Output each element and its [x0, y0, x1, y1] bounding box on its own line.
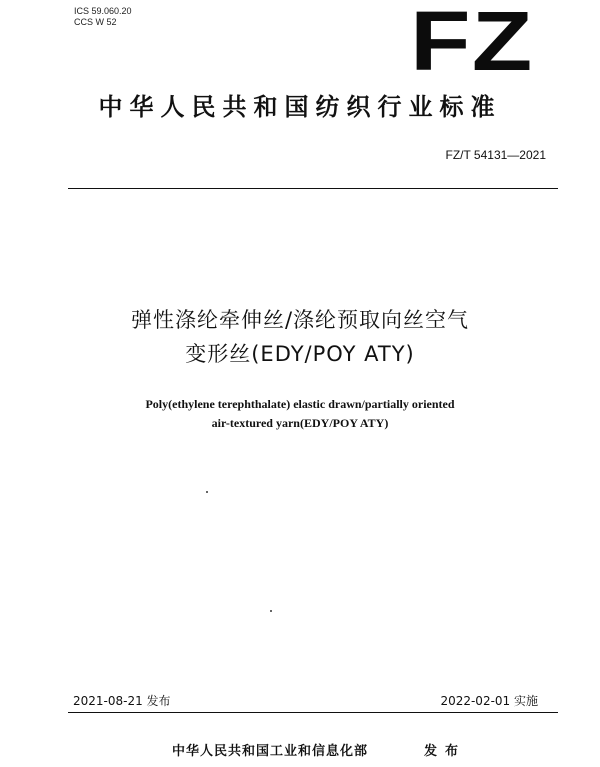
- english-title-line-2: air-textured yarn(EDY/POY ATY): [211, 416, 389, 430]
- footer-divider: [68, 712, 558, 713]
- issue-date: 2021-08-21 发布: [73, 694, 171, 708]
- fz-logo: FZ: [410, 0, 534, 88]
- chinese-title-line-2: 变形丝(EDY/POY ATY): [185, 342, 415, 366]
- chinese-title-line-1: 弹性涤纶牵伸丝/涤纶预取向丝空气: [130, 308, 470, 332]
- standard-category-title: 中华人民共和国纺织行业标准: [98, 93, 502, 121]
- scan-speck: [270, 610, 272, 612]
- english-title-line-1: Poly(ethylene terephthalate) elastic drawn/partially oriented: [145, 397, 455, 411]
- standard-number: FZ/T 54131—2021: [445, 148, 546, 162]
- publish-label: 发布: [424, 744, 467, 759]
- implementation-date: 2022-02-01 实施: [440, 694, 538, 708]
- classification-codes: [74, 6, 132, 28]
- scan-speck: [206, 491, 208, 493]
- ccs-code: CCS W 52: [74, 17, 117, 27]
- ics-code: ICS 59.060.20: [74, 6, 132, 16]
- publisher-name: 中华人民共和国工业和信息化部: [172, 744, 369, 759]
- header-divider: [68, 188, 558, 189]
